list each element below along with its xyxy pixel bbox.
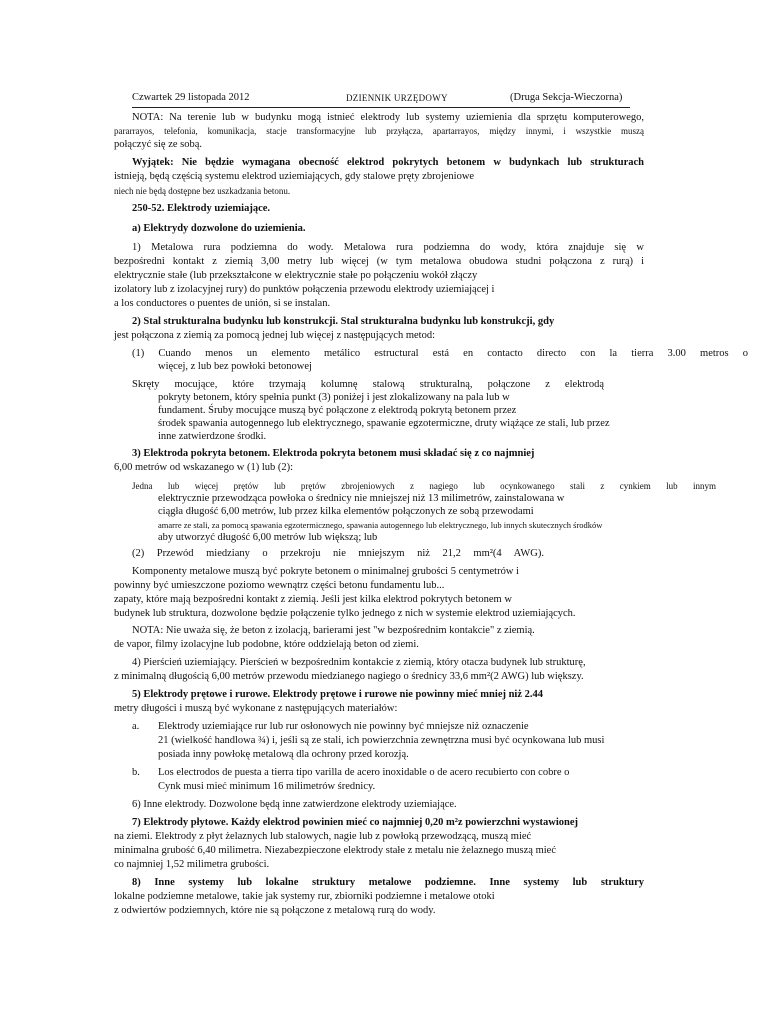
text-line: posiada inny powłokę metalową dla ochrony przed korozją. — [158, 749, 409, 760]
text-line: 21 (wielkość handlowa ¾) i, jeśli są ze stali, ich powierzchnia zewnętrzna musi być ocynkowana lub musi — [158, 735, 605, 746]
text-line: 5) Elektrody prętowe i rurowe. Elektrody prętowe i rurowe nie powinny mieć mniej niż 2.44 — [132, 689, 544, 700]
text-line: elektrycznie stałe (lub przekształcone w elektrycznie stałe po połączeniu wokół złączy — [114, 270, 478, 281]
text-line: Komponenty metalowe muszą być pokryte betonem o minimalnej grubości 5 centymetrów i — [132, 566, 519, 577]
text-line: połączyć się ze sobą. — [114, 139, 203, 150]
text-line: fundament. Śruby mocujące muszą być połączone z elektrodą pokrytą betonem przez — [158, 405, 517, 416]
text-line: Jedna lub więcej prętów lub prętów zbrojeniowych z nagiego lub ocynkowanego stali z cynkiem lub innym — [132, 481, 716, 491]
text-line: Elektrody uziemiające rur lub rur osłonowych nie powinny być mniejsze niż oznaczenie — [158, 721, 529, 732]
text-line: metry długości i muszą być wykonane z następujących materiałów: — [114, 703, 398, 714]
text-line: de vapor, filmy izolacyjne lub podobne, które oddzielają beton od ziemi. — [114, 639, 419, 650]
text-line: 4) Pierścień uziemiający. Pierścień w bezpośrednim kontakcie z ziemią, który otacza budynek lub strukturę, — [132, 657, 586, 668]
text-line: NOTA: Na terenie lub w budynku mogą istnieć elektrody lub systemy uziemienia dla sprzętu komputerowego, — [132, 112, 644, 123]
text-line: NOTA: Nie uważa się, że beton z izolacją, barierami jest "w bezpośrednim kontakcie" z ziemią. — [132, 625, 535, 636]
text-line: bezpośredni kontakt z ziemią 3,00 metry lub więcej (w tym metalowa obudowa studni połączona z rurą) i — [114, 256, 644, 267]
text-line: 6) Inne elektrody. Dozwolone będą inne zatwierdzone elektrody uziemiające. — [132, 799, 457, 810]
text-line: pararrayos, telefonia, komunikacja, stacje transformacyjne lub przyłącza, apartarrayos, między innymi, i wszystkie muszą — [114, 126, 644, 136]
header-journal: DZIENNIK URZĘDOWY — [346, 93, 448, 103]
text-line: Cynk musi mieć minimum 16 milimetrów średnicy. — [158, 781, 376, 792]
text-line: z odwiertów podziemnych, które nie są połączone z metalową rurą do wody. — [114, 905, 436, 916]
header-date: Czwartek 29 listopada 2012 — [132, 92, 250, 103]
text-line: z minimalną długością 6,00 metrów przewodu miedzianego nagiego o średnicy 33,6 mm²(2 AWG) lub większy. — [114, 671, 584, 682]
text-line: na ziemi. Elektrody z płyt żelaznych lub stalowych, nagie lub z powłoką przewodzącą, muszą mieć — [114, 831, 532, 842]
text-line: jest połączona z ziemią za pomocą jednej lub więcej z następujących metod: — [114, 330, 435, 341]
text-line: amarre ze stali, za pomocą spawania egzotermicznego, spawania autogennego lub elektrycznego, lub innych skutecznych środków — [158, 520, 603, 530]
text-line: izolatory lub z izolacyjnej rury) do punktów połączenia przewodu elektrody uziemiającej i — [114, 284, 495, 295]
text-line: co najmniej 1,52 milimetra grubości. — [114, 859, 270, 870]
text-line: elektrycznie przewodząca powłoka o średnicy nie mniejszej niż 13 milimetrów, zainstalowana w — [158, 493, 565, 504]
text-line: 1) Metalowa rura podziemna do wody. Metalowa rura podziemna do wody, która znajduje się w — [132, 242, 644, 253]
text-line: b. — [132, 767, 140, 778]
text-line: środek spawania autogennego lub elektrycznego, spawanie egzotermiczne, druty wiążące ze stali, lub przez — [158, 418, 610, 429]
text-line: powinny być umieszczone poziomo wewnątrz części betonu fundamentu lub... — [114, 580, 445, 591]
text-line: inne zatwierdzone środki. — [158, 431, 267, 442]
text-line: pokryty betonem, który spełnia punkt (3) poniżej i jest zlokalizowany na pala lub w — [158, 392, 510, 403]
text-line: Skręty mocujące, które trzymają kolumnę stalową strukturalną, połączone z elektrodą — [132, 379, 604, 390]
text-line: ciągła długość 6,00 metrów, lub przez kilka elementów połączonych ze sobą przewodami — [158, 506, 534, 517]
text-line: 2) Stal strukturalna budynku lub konstrukcji. Stal strukturalna budynku lub konstrukcji, gdy — [132, 316, 555, 327]
text-line: 7) Elektrody płytowe. Każdy elektrod powinien mieć co najmniej 0,20 m²z powierzchni wystawionej — [132, 817, 579, 828]
text-line: (2) Przewód miedziany o przekroju nie mniejszym niż 21,2 mm²(4 AWG). — [132, 548, 544, 559]
text-line: a) Elektrydy dozwolone do uziemienia. — [132, 223, 306, 234]
text-line: budynek lub struktura, dozwolone będzie połączenie tylko jednego z nich w systemie elektrod uziemiających. — [114, 608, 576, 619]
text-line: lokalne podziemne metalowe, takie jak systemy rur, zbiorniki podziemne i metalowe otoki — [114, 891, 495, 902]
text-line: (1) Cuando menos un elemento metálico estructural está en contacto directo con la tierra 3.00 metros o — [132, 348, 748, 359]
text-line: a los conductores o puentes de unión, si se instalan. — [114, 298, 331, 309]
header-rule — [132, 107, 630, 108]
text-line: Wyjątek: Nie będzie wymagana obecność elektrod pokrytych betonem w budynkach lub strukturach — [132, 157, 644, 168]
page-header — [132, 92, 632, 106]
text-line: 250-52. Elektrody uziemiające. — [132, 203, 271, 214]
text-line: niech nie będą dostępne bez uszkadzania betonu. — [114, 186, 291, 196]
header-section: (Druga Sekcja-Wieczorna) — [510, 92, 623, 103]
text-line: 6,00 metrów od wskazanego w (1) lub (2): — [114, 462, 294, 473]
text-line: więcej, z lub bez powłoki betonowej — [158, 361, 312, 372]
text-line: 3) Elektroda pokryta betonem. Elektroda pokryta betonem musi składać się z co najmniej — [132, 448, 535, 459]
text-line: istnieją, będą częścią systemu elektrod uziemiających, gdy stalowe pręty zbrojeniowe — [114, 171, 475, 182]
text-line: aby utworzyć długość 6,00 metrów lub większą; lub — [158, 532, 378, 543]
text-line: zapaty, które mają bezpośredni kontakt z ziemią. Jeśli jest kilka elektrod pokrytych betonem w — [114, 594, 512, 605]
text-line: minimalna grubość 6,40 milimetra. Niezabezpieczone elektrody stałe z metalu nie żelaznego muszą mieć — [114, 845, 556, 856]
text-line: 8) Inne systemy lub lokalne struktury metalowe podziemne. Inne systemy lub struktury — [132, 877, 644, 888]
text-line: a. — [132, 721, 140, 732]
text-line: Los electrodos de puesta a tierra tipo varilla de acero inoxidable o de acero recubierto con cobre o — [158, 767, 570, 778]
